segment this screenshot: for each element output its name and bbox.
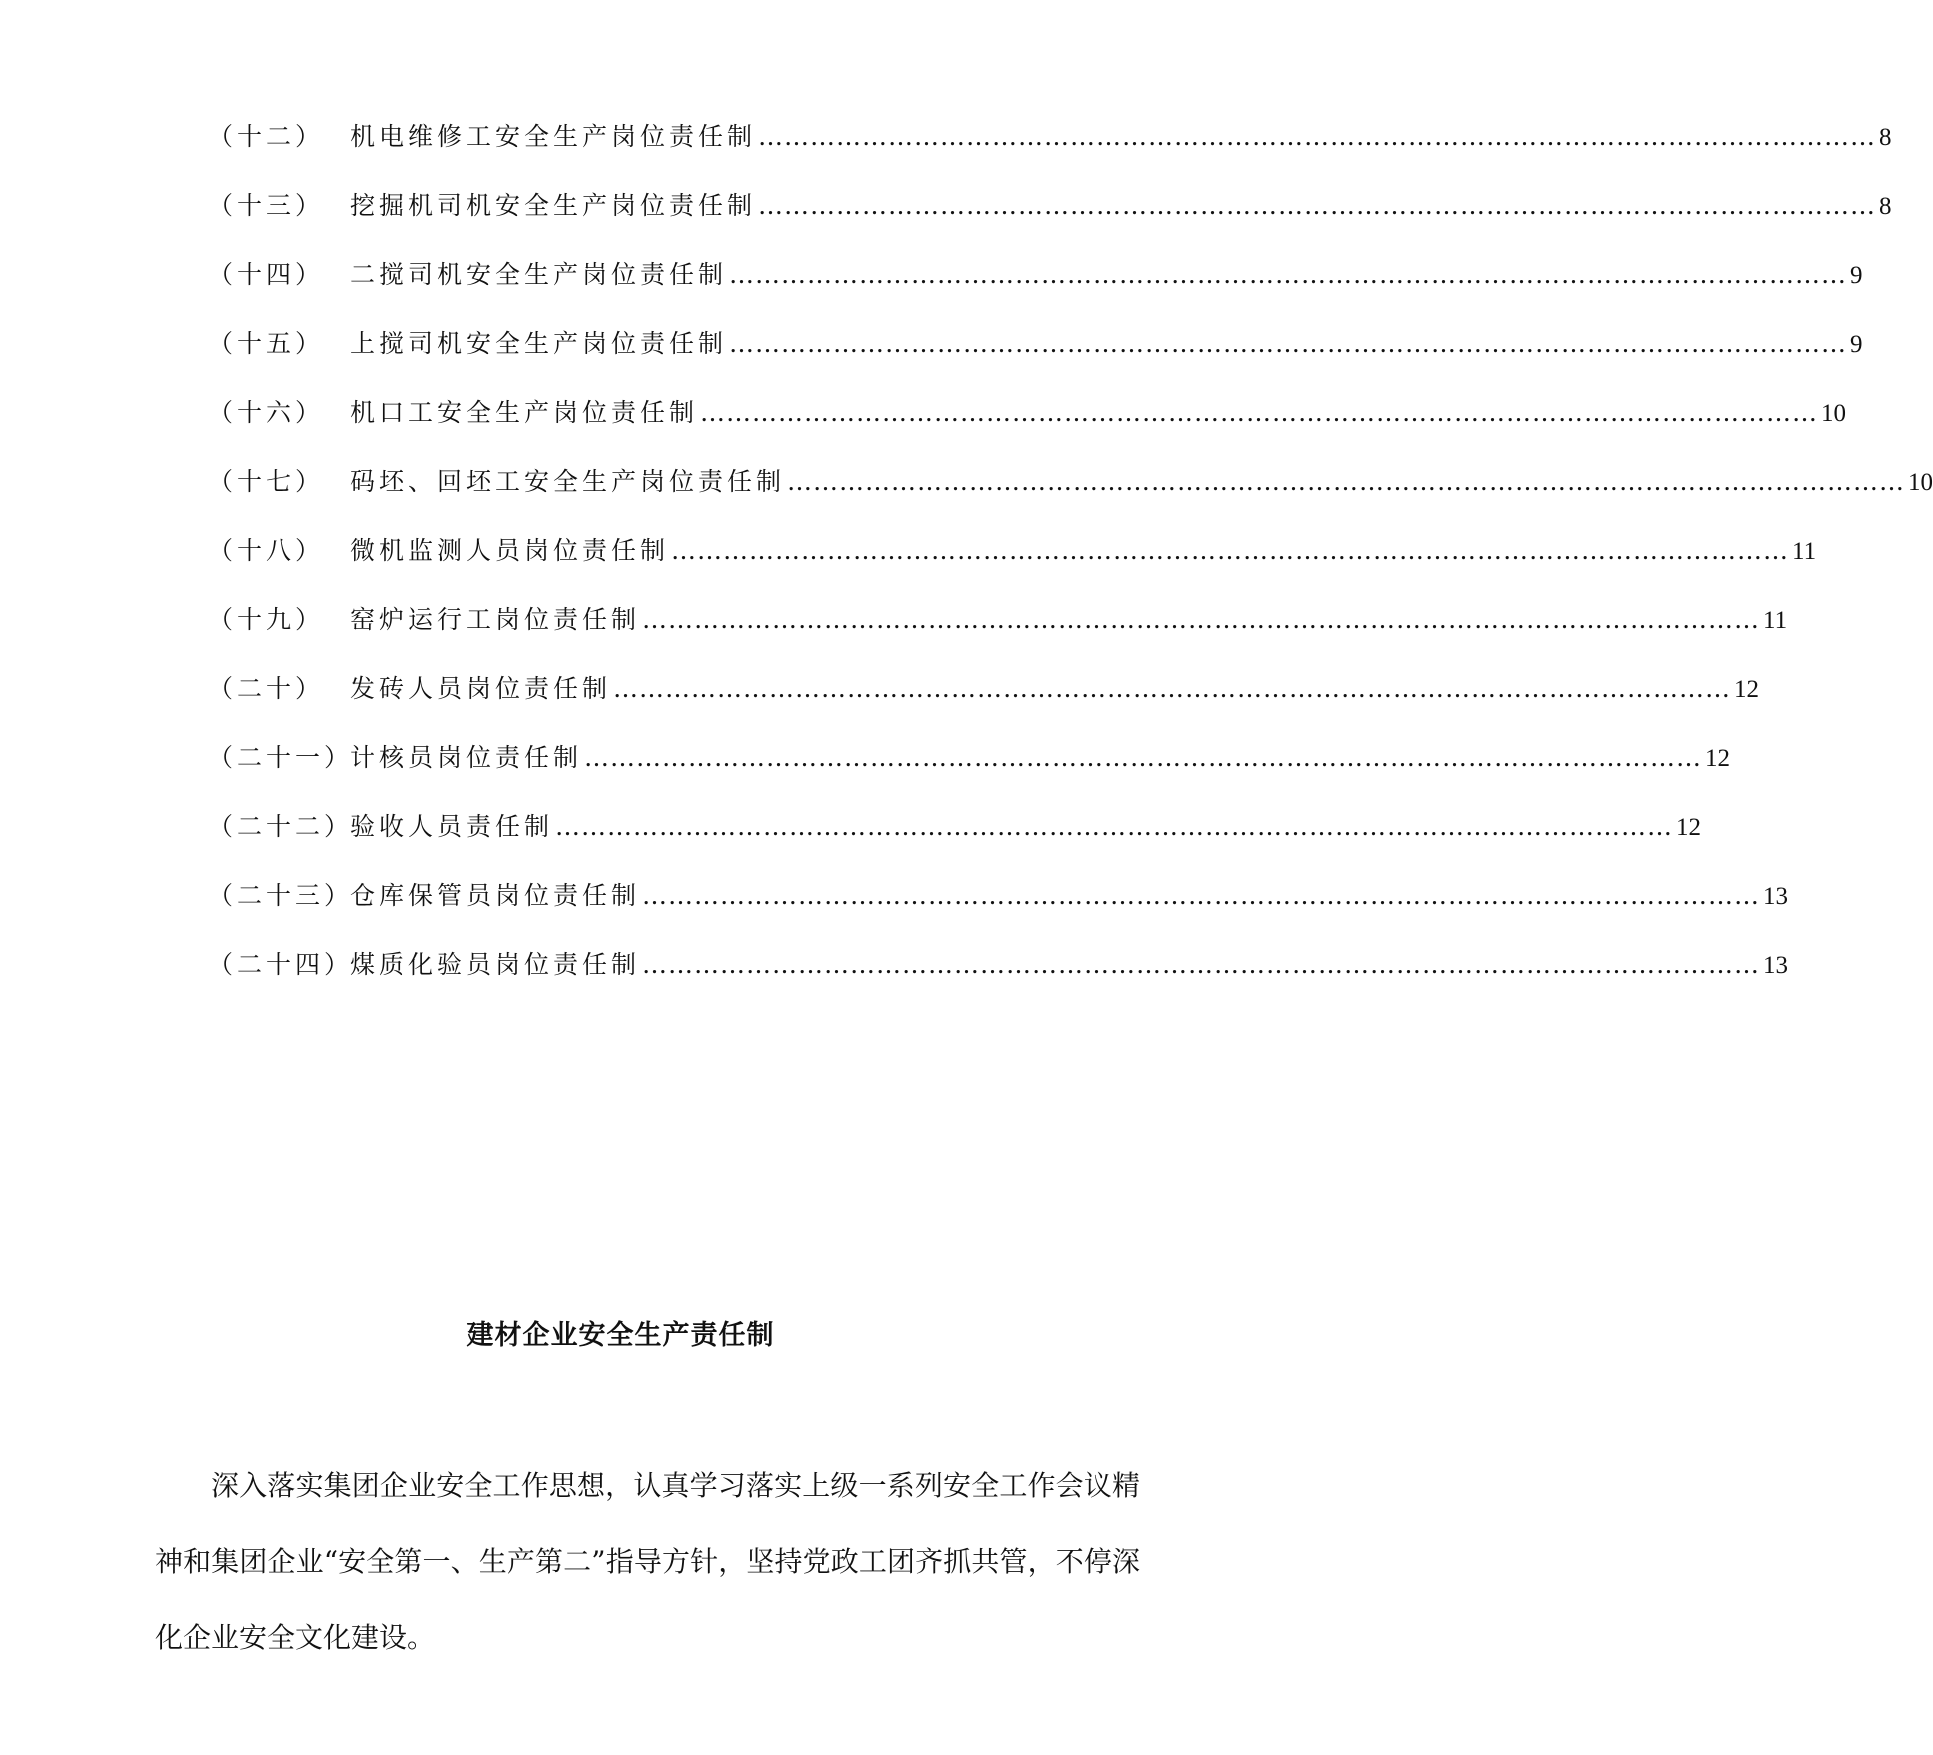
toc-entry-title: 窑炉运行工岗位责任制 (350, 605, 641, 634)
toc-leader-dots: ………………………………………………………………………………………………………………… (758, 122, 1877, 151)
toc-entry-title: 仓库保管员岗位责任制 (350, 881, 641, 910)
toc-entry-number: （二十四） (208, 950, 354, 979)
toc-entry[interactable] (208, 945, 1789, 985)
toc-entry-page: 10 (1908, 469, 1933, 496)
document-title: 建材企业安全生产责任制 (466, 1320, 775, 1351)
toc-entry-page: 13 (1763, 952, 1789, 979)
toc-leader-dots: ………………………………………………………………………………………………………………… (642, 605, 1761, 634)
toc-entry[interactable] (208, 255, 1863, 295)
toc-leader-dots: ………………………………………………………………………………………………………………… (787, 467, 1906, 496)
toc-entry-number: （十三） (208, 191, 325, 220)
toc-entry-number: （二十） (208, 674, 325, 703)
toc-leader-dots: ………………………………………………………………………………………………………………… (671, 536, 1790, 565)
toc-entry[interactable] (208, 462, 1933, 502)
toc-entry-title: 发砖人员岗位责任制 (350, 674, 612, 703)
toc-leader-dots: ………………………………………………………………………………………………………………… (642, 881, 1761, 910)
toc-entry-page: 12 (1676, 814, 1702, 841)
toc-entry[interactable] (208, 876, 1789, 916)
toc-entry-page: 13 (1763, 883, 1789, 910)
toc-leader-dots: ………………………………………………………………………………………………………………… (642, 950, 1761, 979)
toc-entry-number: （十七） (208, 467, 325, 496)
toc-entry-page: 8 (1879, 193, 1892, 220)
toc-entry-page: 11 (1763, 607, 1788, 634)
toc-entry-number: （十九） (208, 605, 325, 634)
toc-entry-title: 码坯、回坯工安全生产岗位责任制 (350, 467, 786, 496)
toc-entry[interactable] (208, 600, 1788, 640)
toc-entry-title: 微机监测人员岗位责任制 (350, 536, 670, 565)
toc-leader-dots: ………………………………………………………………………………………………………………… (555, 812, 1674, 841)
toc-entry-number: （二十一） (208, 743, 354, 772)
toc-entry[interactable] (208, 186, 1892, 226)
toc-entry-number: （十四） (208, 260, 325, 289)
toc-entry[interactable] (208, 807, 1702, 847)
toc-entry-page: 8 (1879, 124, 1892, 151)
toc-entry-title: 煤质化验员岗位责任制 (350, 950, 641, 979)
toc-entry-page: 12 (1705, 745, 1731, 772)
toc-entry-title: 机电维修工安全生产岗位责任制 (350, 122, 757, 151)
toc-entry-title: 挖掘机司机安全生产岗位责任制 (350, 191, 757, 220)
toc-entry-title: 二搅司机安全生产岗位责任制 (350, 260, 728, 289)
toc-entry-number: （十六） (208, 398, 325, 427)
toc-entry-page: 11 (1792, 538, 1817, 565)
toc-entry[interactable] (208, 117, 1892, 157)
toc-leader-dots: ………………………………………………………………………………………………………………… (729, 260, 1848, 289)
body-paragraph: 深入落实集团企业安全工作思想，认真学习落实上级一系列安全工作会议精神和集团企业“安全第一、生产第二”指导方针，坚持党政工团齐抓共管，不停深化企业安全文化建设。 (155, 1469, 1140, 1654)
toc-entry[interactable] (208, 324, 1863, 364)
toc-entry-number: （二十二） (208, 812, 354, 841)
toc-entry[interactable] (208, 738, 1731, 778)
toc-entry-page: 10 (1821, 400, 1847, 427)
toc-leader-dots: ………………………………………………………………………………………………………………… (613, 674, 1732, 703)
toc-leader-dots: ………………………………………………………………………………………………………………… (758, 191, 1877, 220)
toc-entry-number: （十八） (208, 536, 325, 565)
toc-entry-title: 验收人员责任制 (350, 812, 554, 841)
toc-entry-page: 9 (1850, 331, 1863, 358)
toc-entry-title: 机口工安全生产岗位责任制 (350, 398, 699, 427)
toc-entry-title: 计核员岗位责任制 (350, 743, 583, 772)
toc-entry-page: 12 (1734, 676, 1760, 703)
toc-entry[interactable] (208, 531, 1817, 571)
toc-leader-dots: ………………………………………………………………………………………………………………… (584, 743, 1703, 772)
toc-entry-number: （二十三） (208, 881, 354, 910)
toc-leader-dots: ………………………………………………………………………………………………………………… (729, 329, 1848, 358)
toc-entry-number: （十二） (208, 122, 325, 151)
toc-entry-number: （十五） (208, 329, 325, 358)
toc-entry-page: 9 (1850, 262, 1863, 289)
toc-entry[interactable] (208, 393, 1847, 433)
toc-entry-title: 上搅司机安全生产岗位责任制 (350, 329, 728, 358)
toc-entry[interactable] (208, 669, 1760, 709)
toc-leader-dots: ………………………………………………………………………………………………………………… (700, 398, 1819, 427)
